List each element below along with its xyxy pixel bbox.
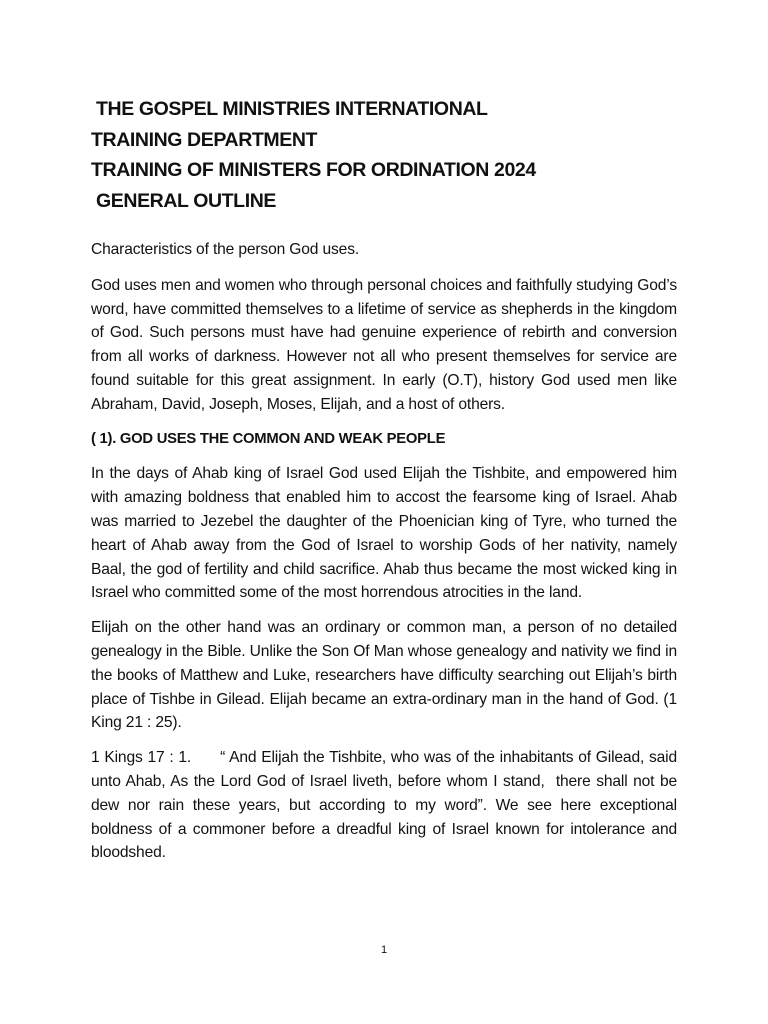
document-heading bbox=[91, 94, 691, 216]
document-body bbox=[91, 238, 682, 876]
page-number: 1 bbox=[380, 944, 388, 956]
heading-line-outline: GENERAL OUTLINE bbox=[91, 189, 277, 212]
heading-line-program: TRAINING OF MINISTERS FOR ORDINATION 2024 bbox=[91, 159, 536, 181]
paragraph-god-uses: God uses men and women who through personal choices and faithfully studying God’s word, have committed themselves to a lifetime of service as shepherds in the kingdom of God. Such persons must have had genuine experience of rebirth and conversion from all works of darkness. However not all who present themselves for service are found suitable for this great assignment. In early (O.T), history God used men like Abraham, David, Joseph, Moses, Elijah, and a host of others. bbox=[91, 276, 677, 413]
paragraph-ahab: In the days of Ahab king of Israel God used Elijah the Tishbite, and empowered him with amazing boldness that enabled him to accost the fearsome king of Israel. Ahab was married to Jezebel the daughter of the Phoenician king of Tyre, who turned the heart of Ahab away from the God of Israel to worship Gods of her nativity, namely Baal, the god of fertility and child sacrifice. Ahab thus became the most wicked king in Israel who committed some of the most horrendous atrocities in the land. bbox=[91, 465, 677, 602]
section-heading-common-weak: ( 1). GOD USES THE COMMON AND WEAK PEOPLE bbox=[91, 430, 446, 447]
paragraph-elijah: Elijah on the other hand was an ordinary or common man, a person of no detailed genealogy in the Bible. Unlike the Son Of Man whose genealogy and nativity we find in the books of Matthew and Luke, researchers have difficulty searching out Elijah’s birth place of Tishbe in Gilead. Elijah became an extra-ordinary man in the hand of God. (1 King 21 : 25). bbox=[91, 619, 677, 732]
heading-line-organization: THE GOSPEL MINISTRIES INTERNATIONAL bbox=[91, 98, 488, 120]
heading-line-department: TRAINING DEPARTMENT bbox=[91, 128, 318, 151]
intro-paragraph: Characteristics of the person God uses. bbox=[91, 241, 360, 258]
paragraph-kings-quote: 1 Kings 17 : 1. “ And Elijah the Tishbite, who was of the inhabitants of Gilead, said unto Ahab, As the Lord God of Israel liveth, before whom I stand, there shall not be dew nor rain these years, but according to my word”. We see here exceptional boldness of a commoner before a dreadful king of Israel known for intolerance and bloodshed. bbox=[91, 749, 682, 862]
